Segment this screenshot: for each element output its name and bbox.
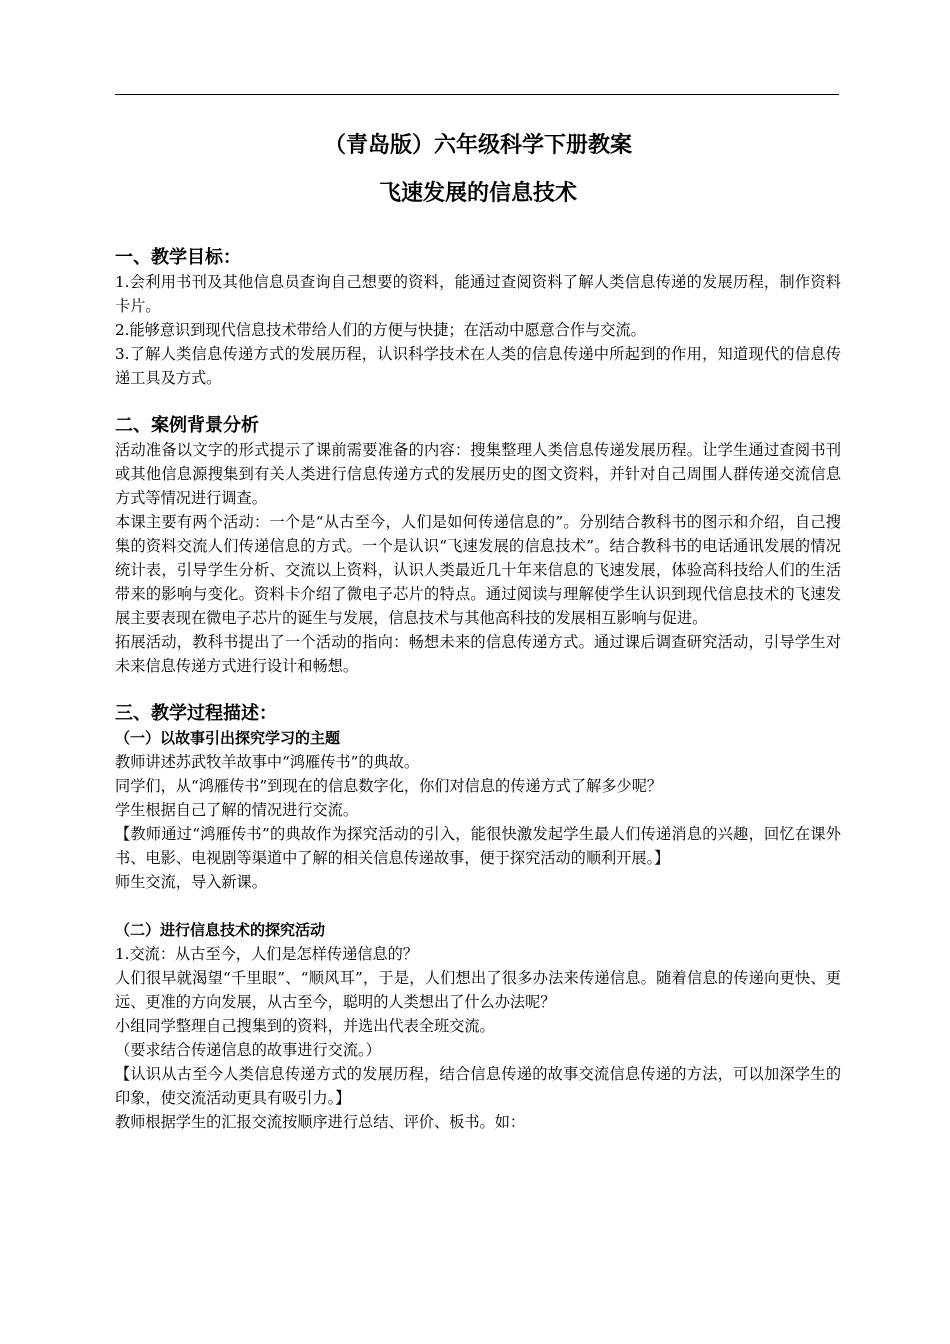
subsection-heading-activity: （二）进行信息技术的探究活动 (115, 921, 326, 939)
process-paragraph: （要求结合传递信息的故事进行交流。） (115, 1041, 381, 1059)
document-body (115, 128, 841, 1134)
process-paragraph: 同学们，从“鸿雁传书”到现在的信息数字化，你们对信息的传递方式了解多少呢？ (115, 777, 663, 795)
section-heading-process: 三、教学过程描述： (115, 703, 277, 724)
section-heading-goals: 一、教学目标： (115, 247, 241, 268)
section-process (115, 702, 841, 1134)
section-goals (115, 246, 841, 390)
document-subtitle: 飞速发展的信息技术 (378, 181, 577, 206)
goal-item: 1.会利用书刊及其他信息员查询自己想要的资料，能通过查阅资料了解人类信息传递的发展历程，制作资料卡片。 (115, 273, 841, 315)
process-paragraph: 小组同学整理自己搜集到的资料，并选出代表全班交流。 (115, 1017, 495, 1035)
background-paragraph: 本课主要有两个活动：一个是“从古至今，人们是如何传递信息的”。分别结合教科书的图示和介绍，自己搜集的资料交流人们传递信息的方式。一个是认识“飞速发展的信息技术”。结合教科书的电话通讯发展的情况统计表，引导学生分析、交流以上资料，认识人类最近几十年来信息的飞速发展，体验高科技给人们的生活带来的影响与变化。资料卡介绍了微电子芯片的特点。通过阅读与理解使学生认识到现代信息技术的飞速发展主要表现在微电子芯片的诞生与发展，信息技术与其他高科技的发展相互影响与促进。 (115, 513, 841, 627)
process-paragraph: 1.交流：从古至今，人们是怎样传递信息的？ (115, 945, 419, 963)
background-paragraph: 拓展活动，教科书提出了一个活动的指向：畅想未来的信息传递方式。通过课后调查研究活动，引导学生对未来信息传递方式进行设计和畅想。 (115, 633, 841, 675)
document-title: （青岛版）六年级科学下册教案 (323, 133, 632, 158)
process-paragraph: 【教师通过“鸿雁传书”的典故作为探究活动的引入，能很快激发起学生最人们传递消息的兴趣，回忆在课外书、电影、电视剧等渠道中了解的相关信息传递故事，便于探究活动的顺利开展。】 (115, 825, 841, 867)
process-paragraph: 教师讲述苏武牧羊故事中“鸿雁传书”的典故。 (115, 753, 420, 771)
process-paragraph: 【认识从古至今人类信息传递方式的发展历程，结合信息传递的故事交流信息传递的方法，可以加深学生的印象，使交流活动更具有吸引力。】 (115, 1065, 841, 1107)
subsection-heading-story: （一）以故事引出探究学习的主题 (115, 729, 341, 747)
process-paragraph: 师生交流，导入新课。 (115, 873, 267, 891)
goal-item: 3.了解人类信息传递方式的发展历程，认识科学技术在人类的信息传递中所起到的作用，知道现代的信息传递工具及方式。 (115, 345, 841, 387)
process-paragraph: 学生根据自己了解的情况进行交流。 (115, 801, 358, 819)
background-paragraph: 活动准备以文字的形式提示了课前需要准备的内容：搜集整理人类信息传递发展历程。让学生通过查阅书刊或其他信息源搜集到有关人类进行信息传递方式的发展历史的图文资料，并针对自己周围人群传递交流信息方式等情况进行调查。 (115, 441, 841, 507)
section-heading-background: 二、案例背景分析 (115, 415, 259, 436)
goal-item: 2.能够意识到现代信息技术带给人们的方便与快捷；在活动中愿意合作与交流。 (115, 321, 646, 339)
process-paragraph: 教师根据学生的汇报交流按顺序进行总结、评价、板书。如： (115, 1113, 526, 1131)
process-paragraph: 人们很早就渴望“千里眼”、“顺风耳”，于是，人们想出了很多办法来传递信息。随着信息的传递向更快、更远、更准的方向发展，从古至今，聪明的人类想出了什么办法呢？ (115, 969, 841, 1011)
header-rule (115, 94, 839, 95)
section-background (115, 414, 841, 678)
